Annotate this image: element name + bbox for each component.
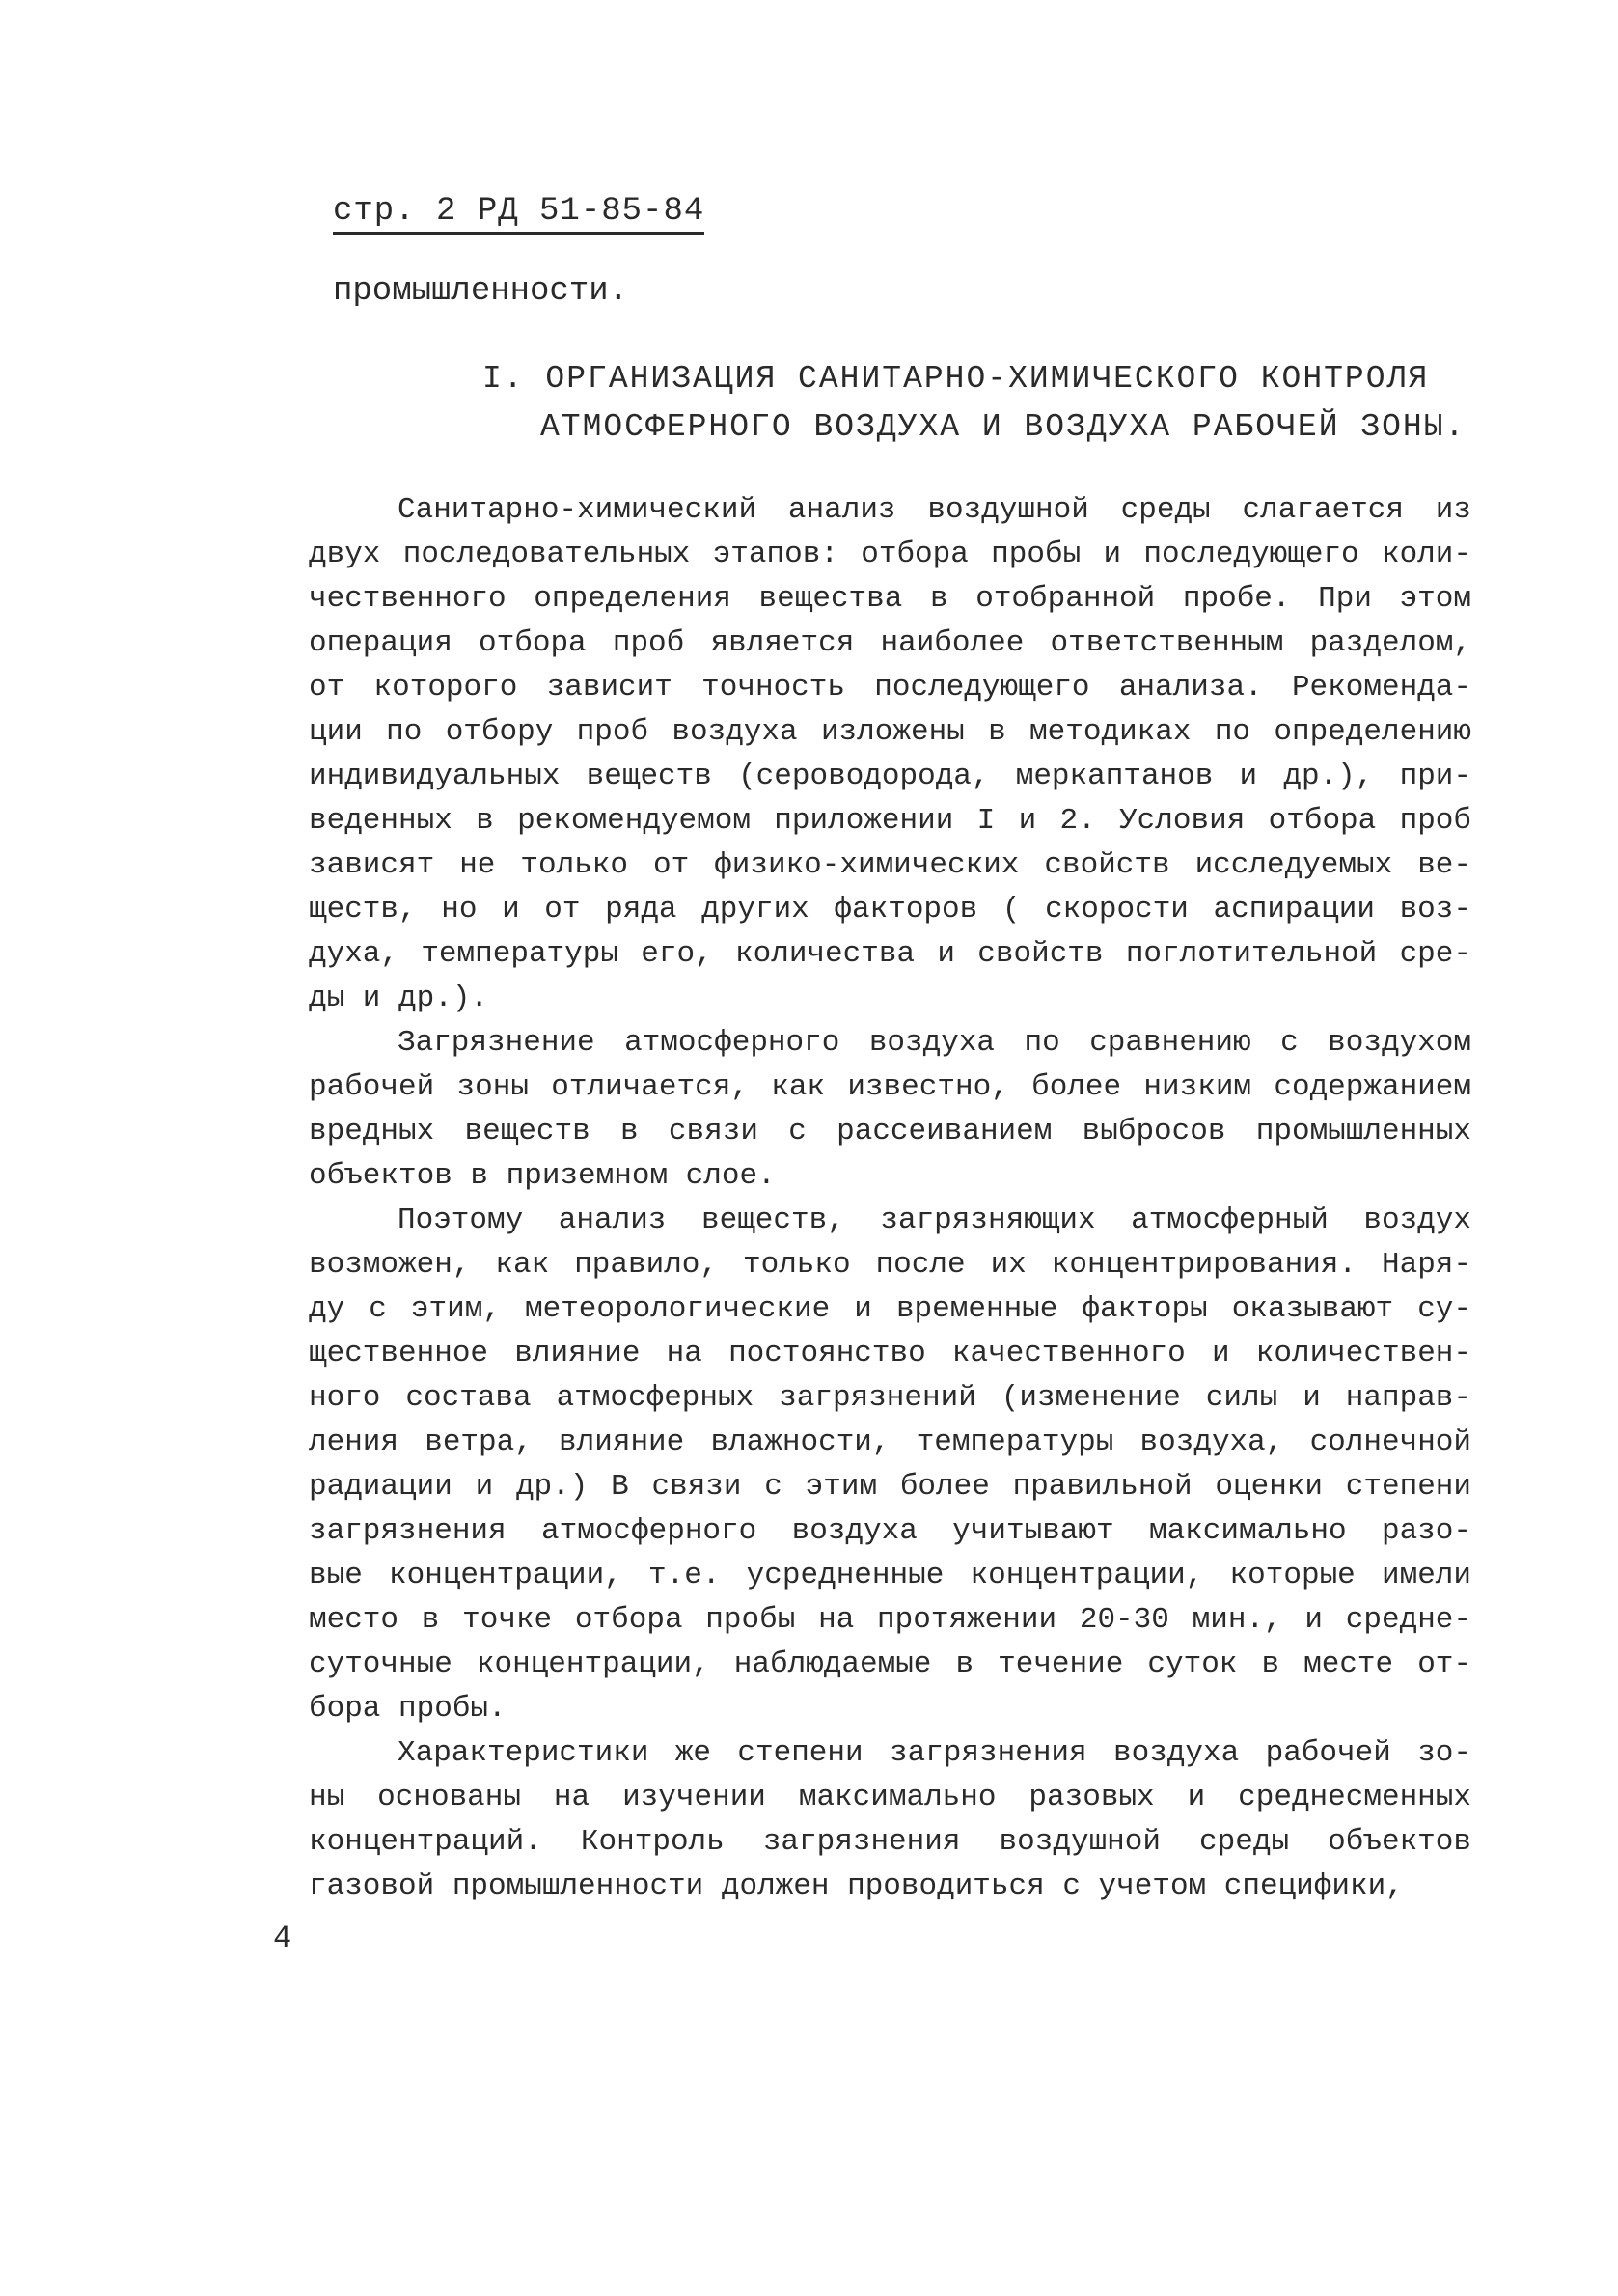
text-line: духа, температуры его, количества и свойств поглотительной сре- [309, 937, 1471, 971]
text-line: двух последовательных этапов: отбора пробы и последующего коли- [309, 538, 1471, 571]
text-line: индивидуальных веществ (сероводорода, меркаптанов и др.), при- [309, 760, 1471, 793]
page-number: 4 [273, 1921, 292, 1956]
text-line: Поэтому анализ веществ, загрязняющих атмосферный воздух [398, 1203, 1471, 1237]
paragraph [309, 1731, 1471, 1909]
text-line: загрязнения атмосферного воздуха учитывают максимально разо- [309, 1514, 1471, 1548]
text-line: ществ, но и от ряда других факторов ( скорости аспирации воз- [309, 893, 1471, 927]
paragraph [309, 1021, 1471, 1199]
text-line: суточные концентрации, наблюдаемые в течение суток в месте от- [309, 1647, 1471, 1681]
text-line: операция отбора проб является наиболее ответственным разделом, [309, 626, 1471, 660]
text-line: вые концентрации, т.е. усредненные концентрации, которые имели [309, 1559, 1471, 1592]
text-line: Характеристики же степени загрязнения воздуха рабочей зо- [398, 1736, 1471, 1770]
body-text [309, 488, 1471, 1909]
text-line: щественное влияние на постоянство качественного и количествен- [309, 1337, 1471, 1370]
text-line: вредных веществ в связи с рассеиванием выбросов промышленных [309, 1115, 1471, 1148]
text-line: рабочей зоны отличается, как известно, более низким содержанием [309, 1070, 1471, 1104]
text-line: ции по отбору проб воздуха изложены в методиках по определению [309, 715, 1471, 749]
text-line: от которого зависит точность последующего анализа. Рекоменда- [309, 671, 1471, 705]
text-line: ду с этим, метеорологические и временные факторы оказывают су- [309, 1292, 1471, 1326]
section-heading-line-1: I. ОРГАНИЗАЦИЯ САНИТАРНО-ХИМИЧЕСКОГО КОНТРОЛЯ [482, 361, 1430, 397]
document-reference: стр. 2 РД 51-85-84 [333, 193, 704, 235]
section-heading [482, 355, 1466, 452]
text-line: возможен, как правило, только после их концентрирования. Наря- [309, 1248, 1471, 1282]
text-line: зависят не только от физико-химических свойств исследуемых ве- [309, 848, 1471, 882]
text-line: ны основаны на изучении максимально разовых и среднесменных [309, 1781, 1471, 1814]
text-line: ды и др.). [309, 982, 489, 1015]
paragraph [309, 488, 1471, 1021]
text-line: бора пробы. [309, 1692, 507, 1726]
text-line: объектов в приземном слое. [309, 1159, 776, 1193]
text-line: концентраций. Контроль загрязнения воздушной среды объектов [309, 1825, 1471, 1859]
text-line: ного состава атмосферных загрязнений (изменение силы и направ- [309, 1381, 1471, 1415]
text-line: место в точке отбора пробы на протяжении 20-30 мин., и средне- [309, 1603, 1471, 1637]
paragraph [309, 1199, 1471, 1731]
section-heading-line-2: АТМОСФЕРНОГО ВОЗДУХА И ВОЗДУХА РАБОЧЕЙ ЗОНЫ. [540, 409, 1467, 445]
text-line: чественного определения вещества в отобранной пробе. При этом [309, 582, 1471, 616]
text-line: Санитарно-химический анализ воздушной среды слагается из [398, 493, 1471, 527]
continuation-text: промышленности. [333, 273, 629, 310]
text-line: газовой промышленности должен проводиться с учетом специфики, [309, 1869, 1404, 1903]
text-line: радиации и др.) В связи с этим более правильной оценки степени [309, 1470, 1471, 1504]
text-line: веденных в рекомендуемом приложении I и 2. Условия отбора проб [309, 804, 1471, 838]
text-line: ления ветра, влияние влажности, температуры воздуха, солнечной [309, 1425, 1471, 1459]
text-line: Загрязнение атмосферного воздуха по сравнению с воздухом [398, 1026, 1471, 1060]
